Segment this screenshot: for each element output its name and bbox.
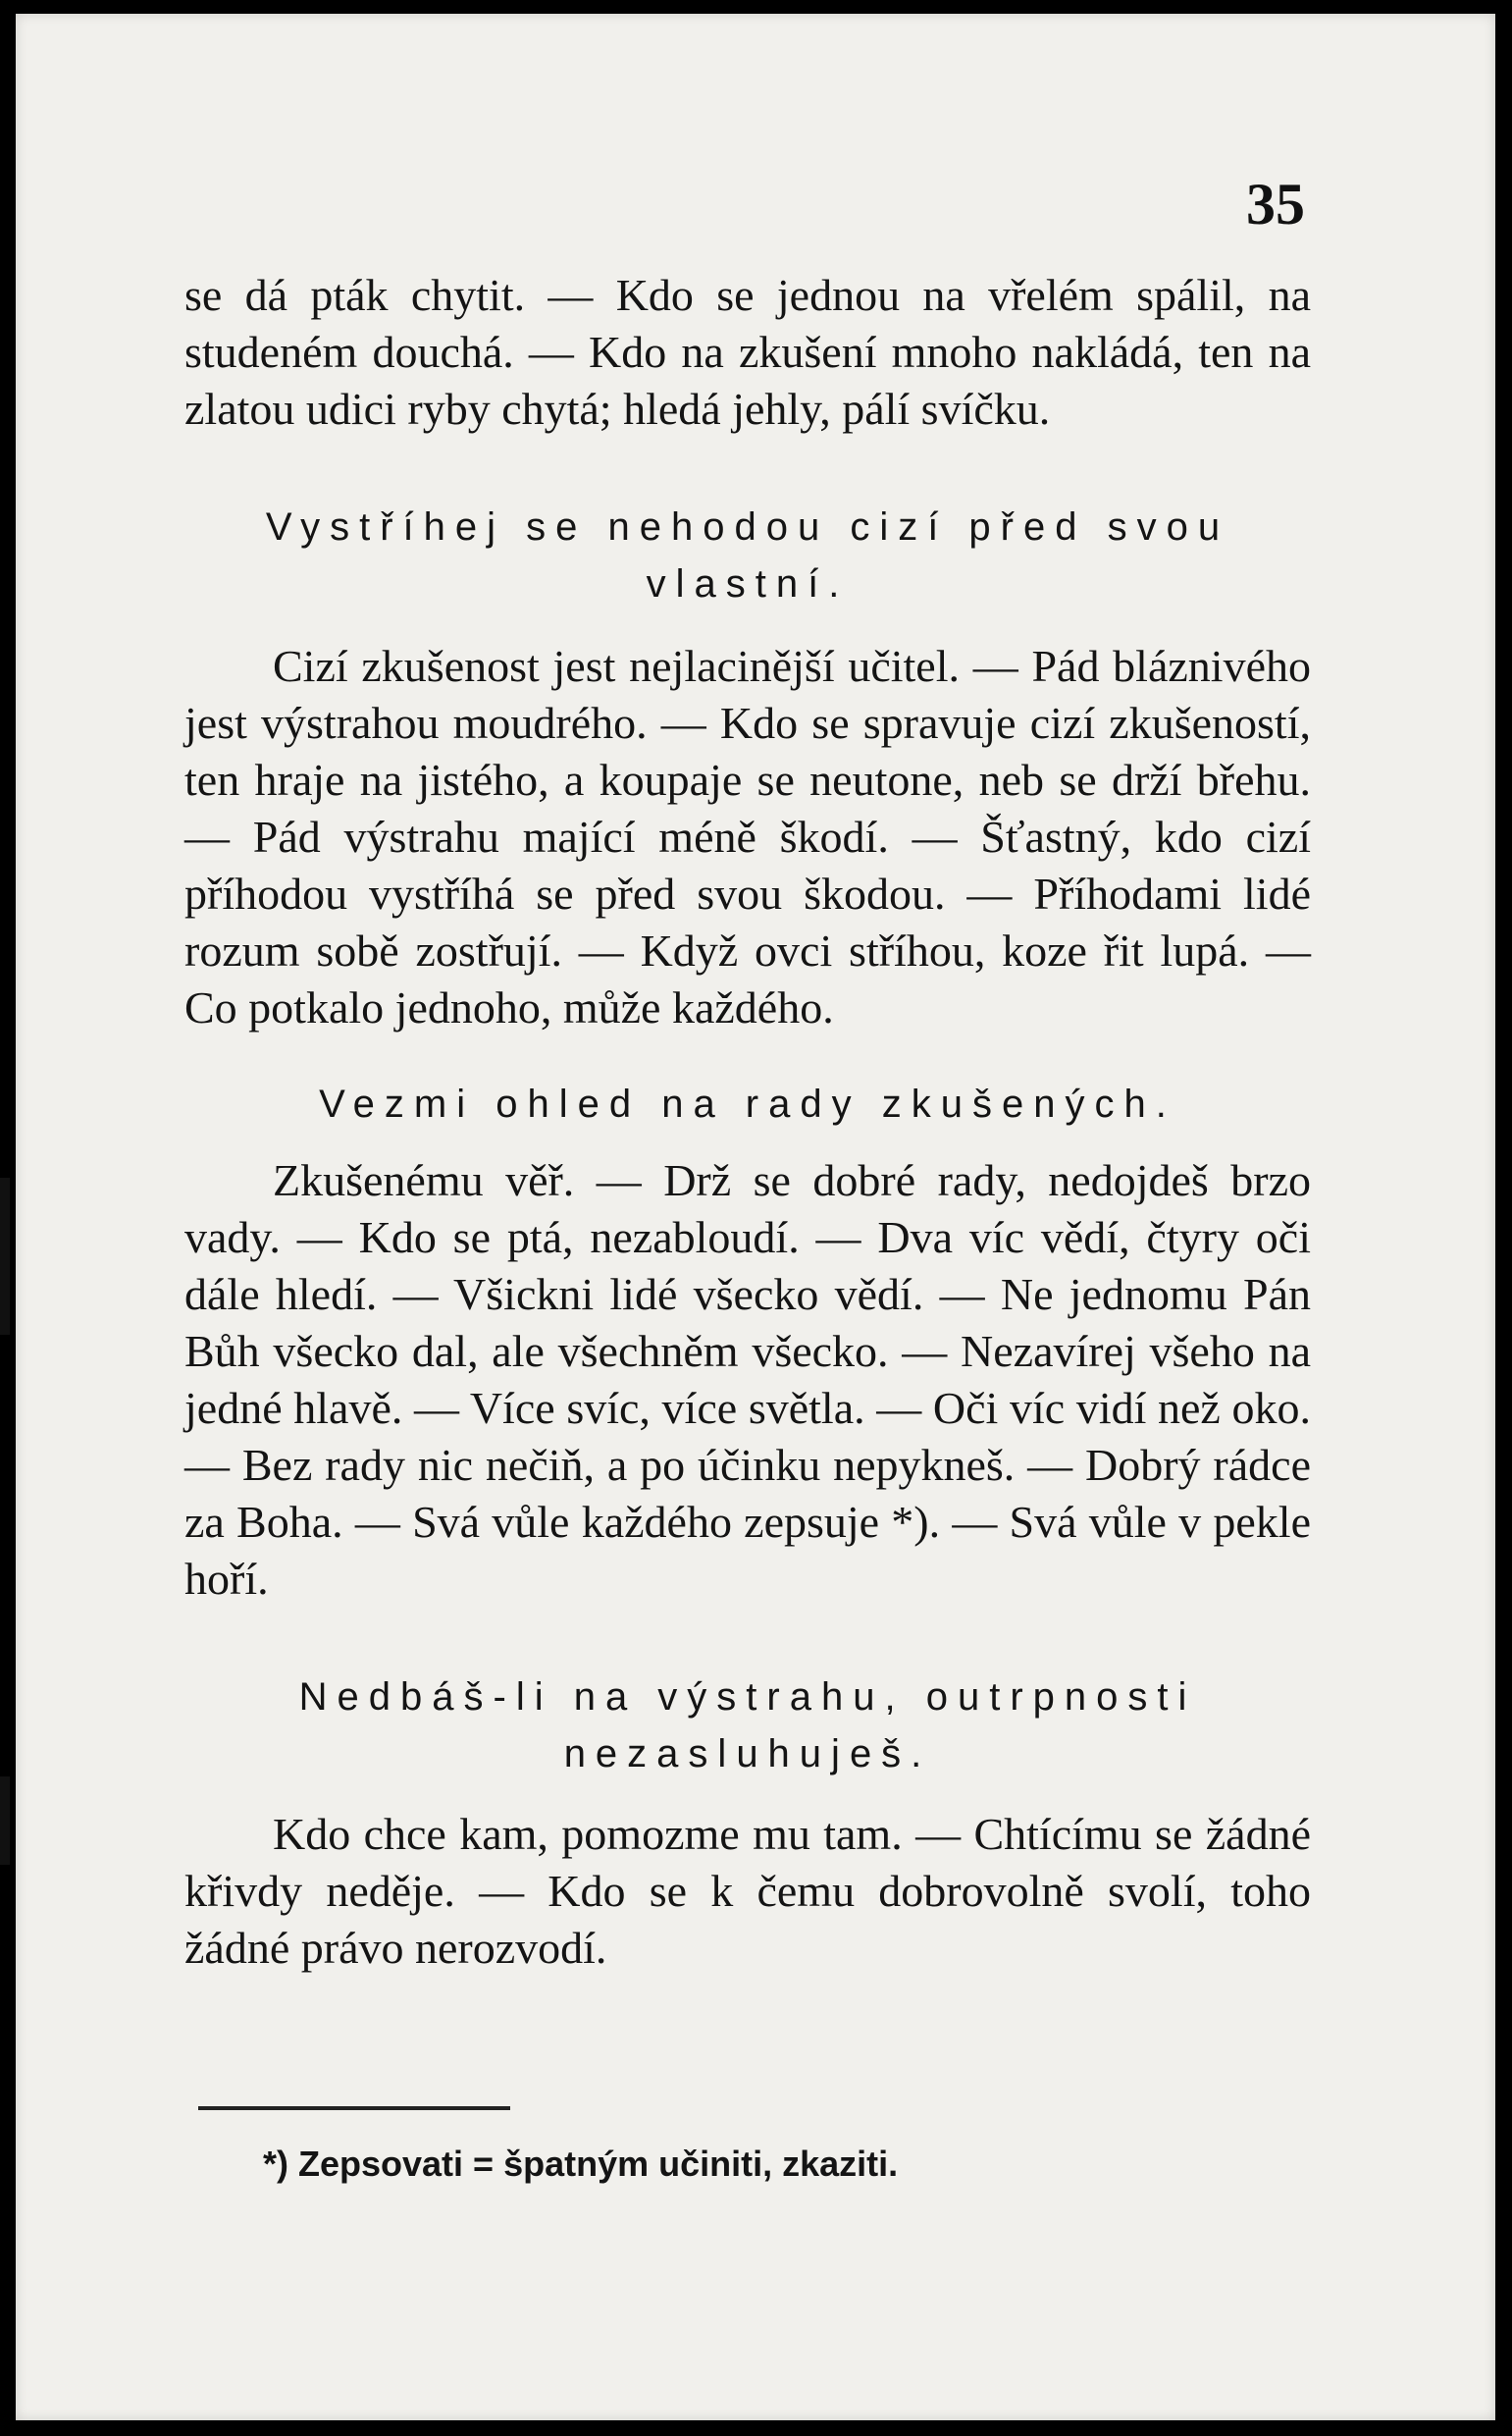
page-edge-shadow <box>0 1776 10 1865</box>
opening-paragraph: se dá pták chytit. — Kdo se jednou na vřelém spálil, na studeném douchá. — Kdo na zkušení mnoho nakládá, ten na zlatou udici ryby chytá; hledá jehly, pálí svíčku. <box>184 270 1311 434</box>
footnote: *) Zepsovati = špatným učiniti, zkaziti. <box>263 2144 899 2184</box>
page-number: 35 <box>1246 172 1305 237</box>
section-paragraph: Cizí zkušenost jest nejlacinější učitel. — Pád bláznivého jest výstrahou moudrého. — Kdo se spravuje cizí zkušeností, ten hraje na jistého, a koupaje se neutone, neb se drží břehu. — Pád výstrahu mající méně škodí. — Šťastný, kdo cizí příhodou vystříhá se před svou škodou. — Příhodami lidé rozum sobě zostřují. — Když ovci stříhou, koze řit lupá. — Co potkalo jednoho, může každého. <box>184 641 1311 1033</box>
section-heading: Nedbáš-li na výstrahu, outrpnosti nezasluhuješ. <box>298 1675 1197 1775</box>
book-page <box>16 14 1495 2420</box>
page-edge-shadow <box>0 1178 10 1335</box>
footnote-divider <box>198 2106 510 2110</box>
section-paragraph: Zkušenému věř. — Drž se dobré rady, nedojdeš brzo vady. — Kdo se ptá, nezabloudí. — Dva víc vědí, čtyry oči dále hledí. — Všickni lidé všecko vědí. — Ne jednomu Pán Bůh všecko dal, ale všechněm všecko. — Nezavírej všeho na jedné hlavě. — Více svíc, více světla. — Oči víc vidí než oko. — Bez rady nic nečiň, a po účinku nepykneš. — Dobrý rádce za Boha. — Svá vůle každého zepsuje *). — Svá vůle v pekle hoří. <box>184 1155 1311 1604</box>
page-body <box>184 267 1311 1977</box>
section-heading: Vezmi ohled na rady zkušených. <box>319 1083 1176 1126</box>
section-paragraph: Kdo chce kam, pomozme mu tam. — Chtícímu se žádné křivdy neděje. — Kdo se k čemu dobrovolně svolí, toho žádné právo nerozvodí. <box>184 1809 1311 1973</box>
section-heading: Vystříhej se nehodou cizí před svou vlastní. <box>265 505 1230 606</box>
